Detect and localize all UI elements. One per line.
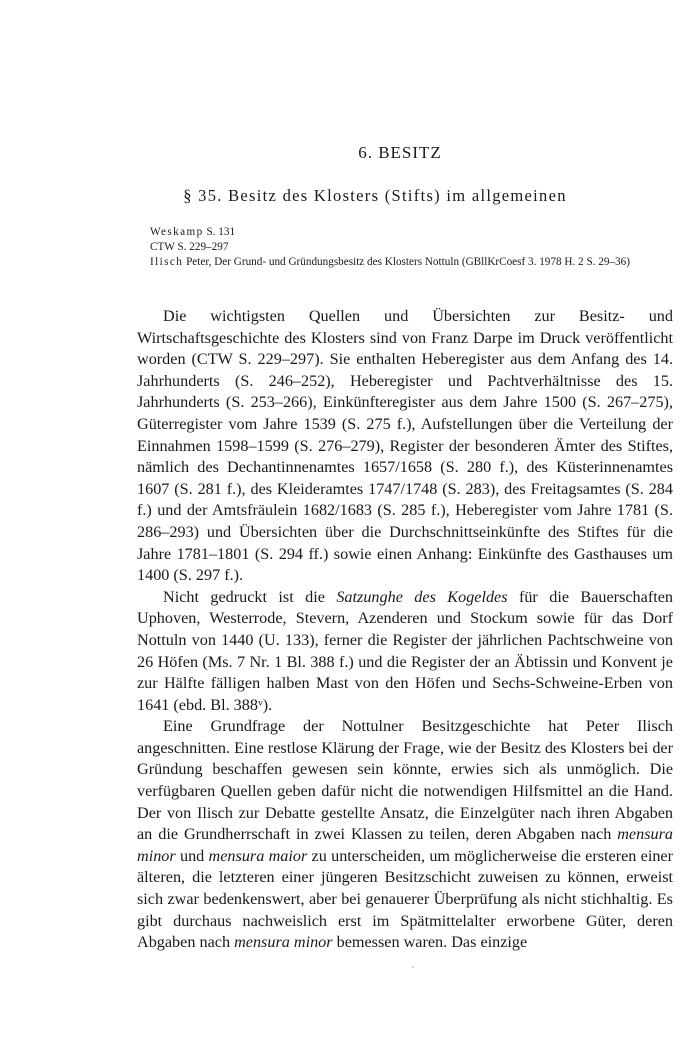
paragraph-text: Die wichtigsten Quellen und Übersichten zur Besitz- und Wirtschaftsgeschichte des Klosters sind von Franz Darpe im Druck veröffentlicht worden (CTW S. 229–297). Sie enthalten Heberegister aus dem Anfang des 14. Jahrhunderts (S. 246–252), Heberegister und Pachtverhältnisse des 15. Jahrhunderts (S. 253–266), Einkünfteregister aus dem Jahre 1500 (S. 267–275), Güterregister vom Jahre 1539 (S. 275 f.), Aufstellungen über die Verteilung der Einnahmen 1598–1599 (S. 276–279), Register der besonderen Ämter des Stiftes, nämlich des Dechantinnenamtes 1657/1658 (S. 280 f.), des Küsterinnenamtes 1607 (S. 281 f.), des Kleideramtes 1747/1748 (S. 283), des Freitagsamtes (S. 284 f.) und der Amtsfräulein 1682/1683 (S. 285 f.), Heberegister vom Jahre 1781 (S. 286–293) und Übersichten über die Durchschnittseinkünfte des Stiftes für die Jahre 1781–1801 (S. 294 ff.) sowie einen Anhang: Einkünfte des Gasthauses um 1400 (S. 297 f.).	[137, 307, 673, 585]
reference-detail: Peter, Der Grund- und Gründungsbesitz des Klosters Nottuln (GBllKrCoesf 3. 1978 H. 2 S. 29–36)	[183, 256, 630, 268]
reference-item	[150, 255, 680, 270]
reference-item	[150, 225, 680, 240]
paragraph-3	[137, 716, 673, 954]
italic-term: mensura minor	[234, 933, 333, 952]
italic-term: mensura maior	[208, 846, 308, 865]
reference-list	[150, 225, 680, 270]
italic-term: mensura minor	[137, 825, 673, 865]
paragraph-text: für die Bauerschaften Uphoven, Westerrode, Stevern, Azenderen und Stockum sowie für das Dorf Nottuln von 1440 (U. 133), ferner die Register der jährlichen Pachtschweine von 26 Höfen (Ms. 7 Nr. 1 Bl. 388 f.) und die Register der an Äbtissin und Konvent je zur Hälfte fälligen halben Mast von den Höfen und Sechs-Schweine-Erben von 1641 (ebd. Bl. 388ᵛ).	[137, 587, 674, 714]
scan-speck	[412, 966, 414, 968]
paragraph-text: Eine Grundfrage der Nottulner Besitzgeschichte hat Peter Ilisch angeschnitten. Eine restlose Klärung der Frage, wie der Besitz des Klosters bei der Gründung beschaffen gewesen sein könnte, erwies sich als unmöglich. Die verfügbaren Quellen geben dafür nicht die notwendigen Hilfsmittel an die Hand. Der von Ilisch zur Debatte gestellte Ansatz, die Einzelgüter nach ihren Abgaben an die Grundherrschaft in zwei Klassen zu teilen, deren Abgaben nach	[137, 717, 673, 844]
reference-author: Ilisch	[150, 256, 184, 268]
paragraph-2	[137, 587, 673, 717]
paragraph-1	[137, 306, 673, 587]
italic-title: Satzunghe des Kogeldes	[336, 587, 508, 606]
chapter-title: 6. BESITZ	[358, 143, 442, 162]
reference-detail: CTW S. 229–297	[150, 241, 229, 253]
paragraph-text: Nicht gedruckt ist die	[163, 587, 337, 606]
paragraph-text: zu unterscheiden, um möglicherweise die ersteren einer älteren, die letzteren einer jüngeren Besitzschicht zuweisen zu können, erweist sich zwar bedenkenswert, aber bei genauerer Überprüfung als nicht stichhaltig. Es gibt durchaus nachweislich erst im Spätmittelalter erworbene Güter, deren Abgaben nach	[137, 846, 673, 952]
reference-author: Weskamp	[150, 226, 204, 238]
section-title: § 35. Besitz des Klosters (Stifts) im allgemeinen	[183, 186, 567, 205]
reference-item	[150, 240, 680, 255]
paragraph-text: bemessen waren. Das einzige	[332, 933, 528, 952]
body-text	[137, 306, 673, 954]
paragraph-text: und	[175, 846, 209, 865]
reference-detail: S. 131	[203, 226, 236, 238]
